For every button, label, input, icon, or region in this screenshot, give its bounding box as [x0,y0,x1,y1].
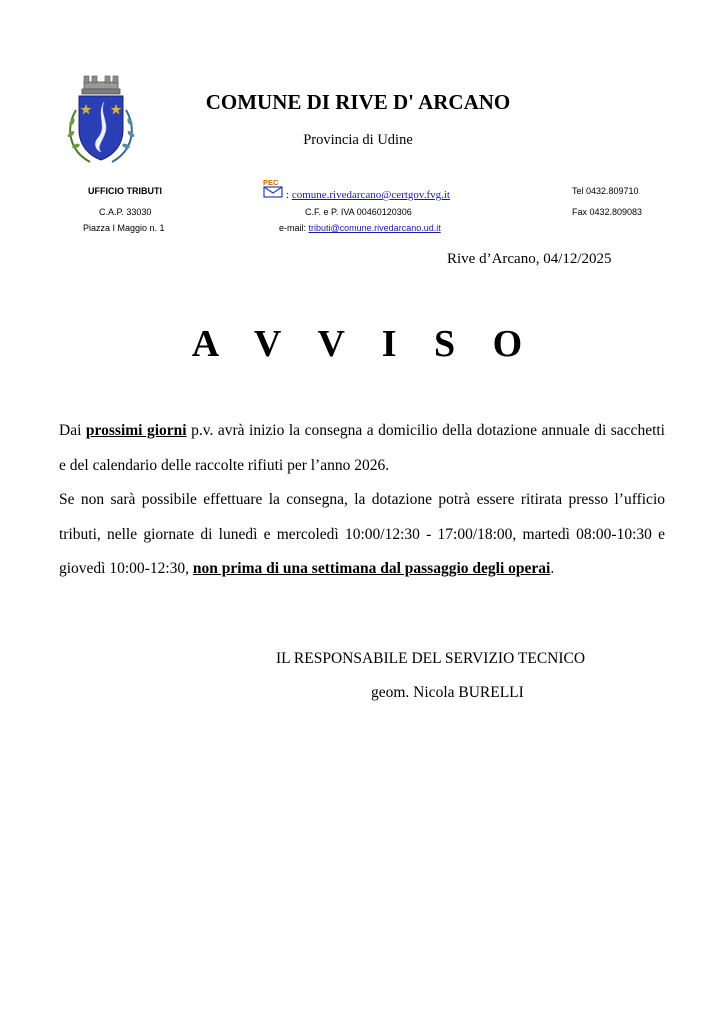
telephone: Tel 0432.809710 [572,186,639,196]
date-line: Rive d’Arcano, 04/12/2025 [447,251,612,267]
pec-email-link[interactable]: comune.rivedarcano@certgov.fvg.it [291,189,450,201]
province-name: Provincia di Udine [303,132,413,148]
tax-id: C.F. e P. IVA 00460120306 [305,207,412,217]
office-name: UFFICIO TRIBUTI [88,186,162,196]
emphasis-one-week: non prima di una settimana dal passaggio degli operai [192,560,551,577]
postal-code: C.A.P. 33030 [99,207,152,217]
email-link[interactable]: tributi@comune.rivedarcano.ud.it [308,223,441,233]
municipality-title: COMUNE DI RIVE D' ARCANO [205,90,511,114]
notice-title: A V V I S O [191,323,537,365]
fax: Fax 0432.809083 [572,207,643,217]
notice-body [59,414,665,587]
pec-address: : comune.rivedarcano@certgov.fvg.it [286,189,450,201]
email-address: e-mail: tributi@comune.rivedarcano.ud.it [279,223,441,233]
street-address: Piazza I Maggio n. 1 [83,223,165,233]
svg-text:PEC: PEC [263,178,279,187]
paragraph-pickup: Se non sarà possibile effettuare la consegna, la dotazione potrà essere ritirata presso l’ufficio tributi, nelle giornate di lunedì e mercoledì 10:00/12:30 - 17:00/18:00, martedì 08:00-10:30 e giovedì 10:00-12:30, non prima di una settimana dal passaggio degli operai. [59,491,665,577]
paragraph-delivery: Dai prossimi giorni p.v. avrà inizio la consegna a domicilio della dotazione annuale di sacchetti e del calendario delle raccolte rifiuti per l’anno 2026. [59,422,665,474]
signatory-name: geom. Nicola BURELLI [371,684,524,701]
pec-mail-icon [263,178,287,198]
coat-of-arms-icon [62,72,140,168]
emphasis-next-days: prossimi giorni [85,422,187,439]
